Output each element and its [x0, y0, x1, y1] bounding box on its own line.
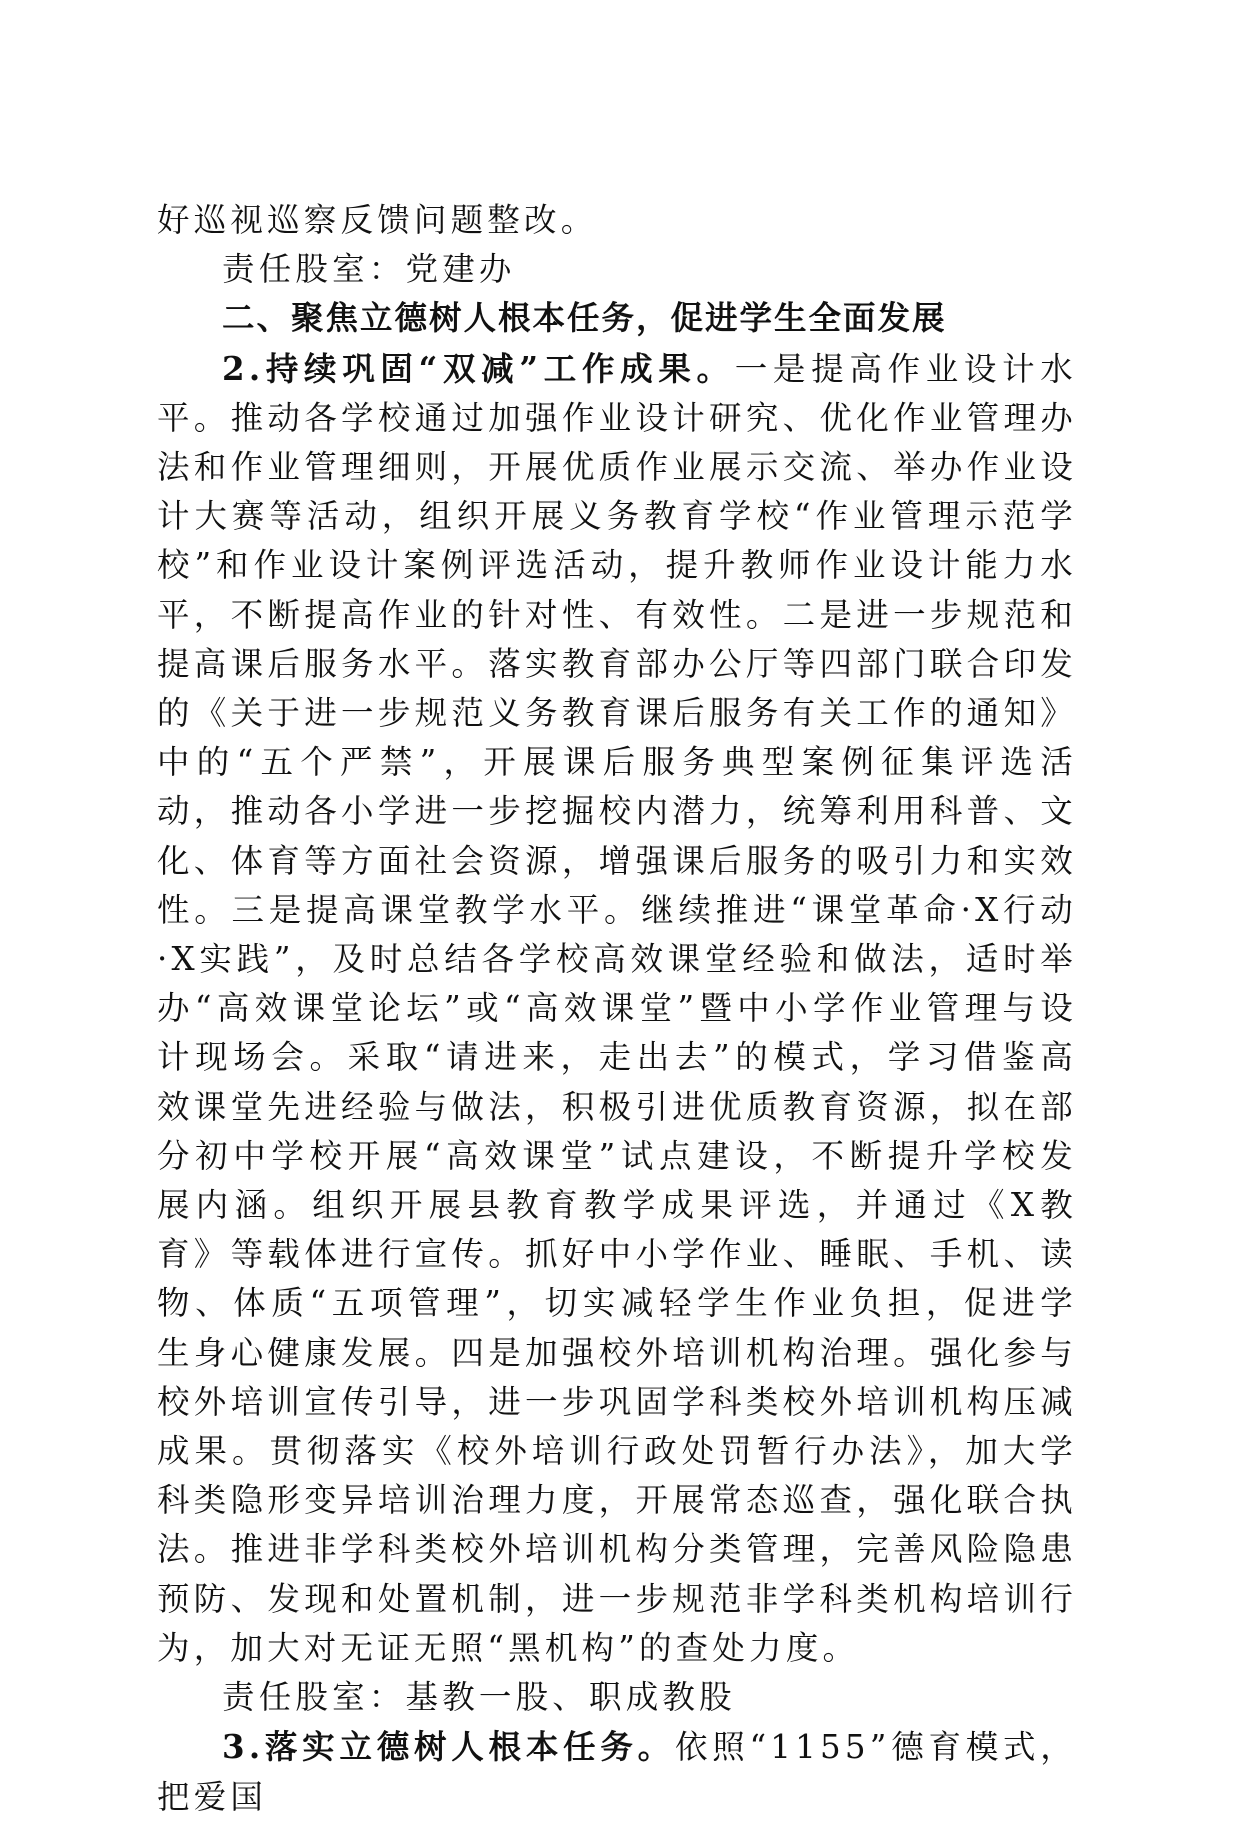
item-2-body: 一是提高作业设计水平。推动各学校通过加强作业设计研究、优化作业管理办法和作业管理细则，开展优质作业展示交流、举办作业设计大赛等活动，组织开展义务教育学校“作业管理示范学校”和作业设计案例评选活动，提升教师作业设计能力水平，不断提高作业的针对性、有效性。二是进一步规范和提高课后服务水平。落实教育部办公厅等四部门联合印发的《关于进一步规范义务教育课后服务有关工作的通知》中的“五个严禁”，开展课后服务典型案例征集评选活动，推动各小学进一步挖掘校内潜力，统筹利用科普、文化、体育等方面社会资源，增强课后服务的吸引力和实效性。三是提高课堂教学水平。继续推进“课堂革命·X行动·X实践”，及时总结各学校高效课堂经验和做法，适时举办“高效课堂论坛”或“高效课堂”暨中小学作业管理与设计现场会。采取“请进来，走出去”的模式，学习借鉴高效课堂先进经验与做法，积极引进优质教育资源，拟在部分初中学校开展“高效课堂”试点建设，不断提升学校发展内涵。组织开展县教育教学成果评选，并通过《X教育》等载体进行宣传。抓好中小学作业、睡眠、手机、读物、体质“五项管理”，切实减轻学生作业负担，促进学生身心健康发展。四是加强校外培训机构治理。强化参与校外培训宣传引导，进一步巩固学科类校外培训机构压减成果。贯彻落实《校外培训行政处罚暂行办法》，加大学科类隐形变异培训治理力度，开展常态巡查，强化联合执法。推进非学科类校外培训机构分类管理，完善风险隐患预防、发现和处置机制，进一步规范非学科类机构培训行为，加大对无证无照“黑机构”的查处力度。: [157, 349, 1077, 1667]
document-body: [157, 196, 1077, 1822]
item-2-title: 2.持续巩固“双减”工作成果。: [222, 348, 735, 388]
responsibility-text-1: 责任股室：党建办: [222, 250, 516, 289]
item-2-paragraph: [157, 344, 1077, 1673]
item-3-body: 依照“1155”德育模式，把爱国: [157, 1728, 1078, 1816]
item-3-title: 3.落实立德树人根本任务。: [222, 1727, 675, 1767]
item-3-paragraph: [157, 1722, 1077, 1821]
paragraph-intro-text: 好巡视巡察反馈问题整改。: [157, 201, 598, 239]
section-heading: [157, 294, 1077, 343]
paragraph-intro: [157, 196, 1077, 245]
responsibility-text-2: 责任股室：基教一股、职成教股: [222, 1678, 736, 1717]
responsibility-line-2: [157, 1673, 1077, 1722]
section-heading-text: 二、聚焦立德树人根本任务，促进学生全面发展: [222, 299, 947, 338]
responsibility-line-1: [157, 245, 1077, 294]
